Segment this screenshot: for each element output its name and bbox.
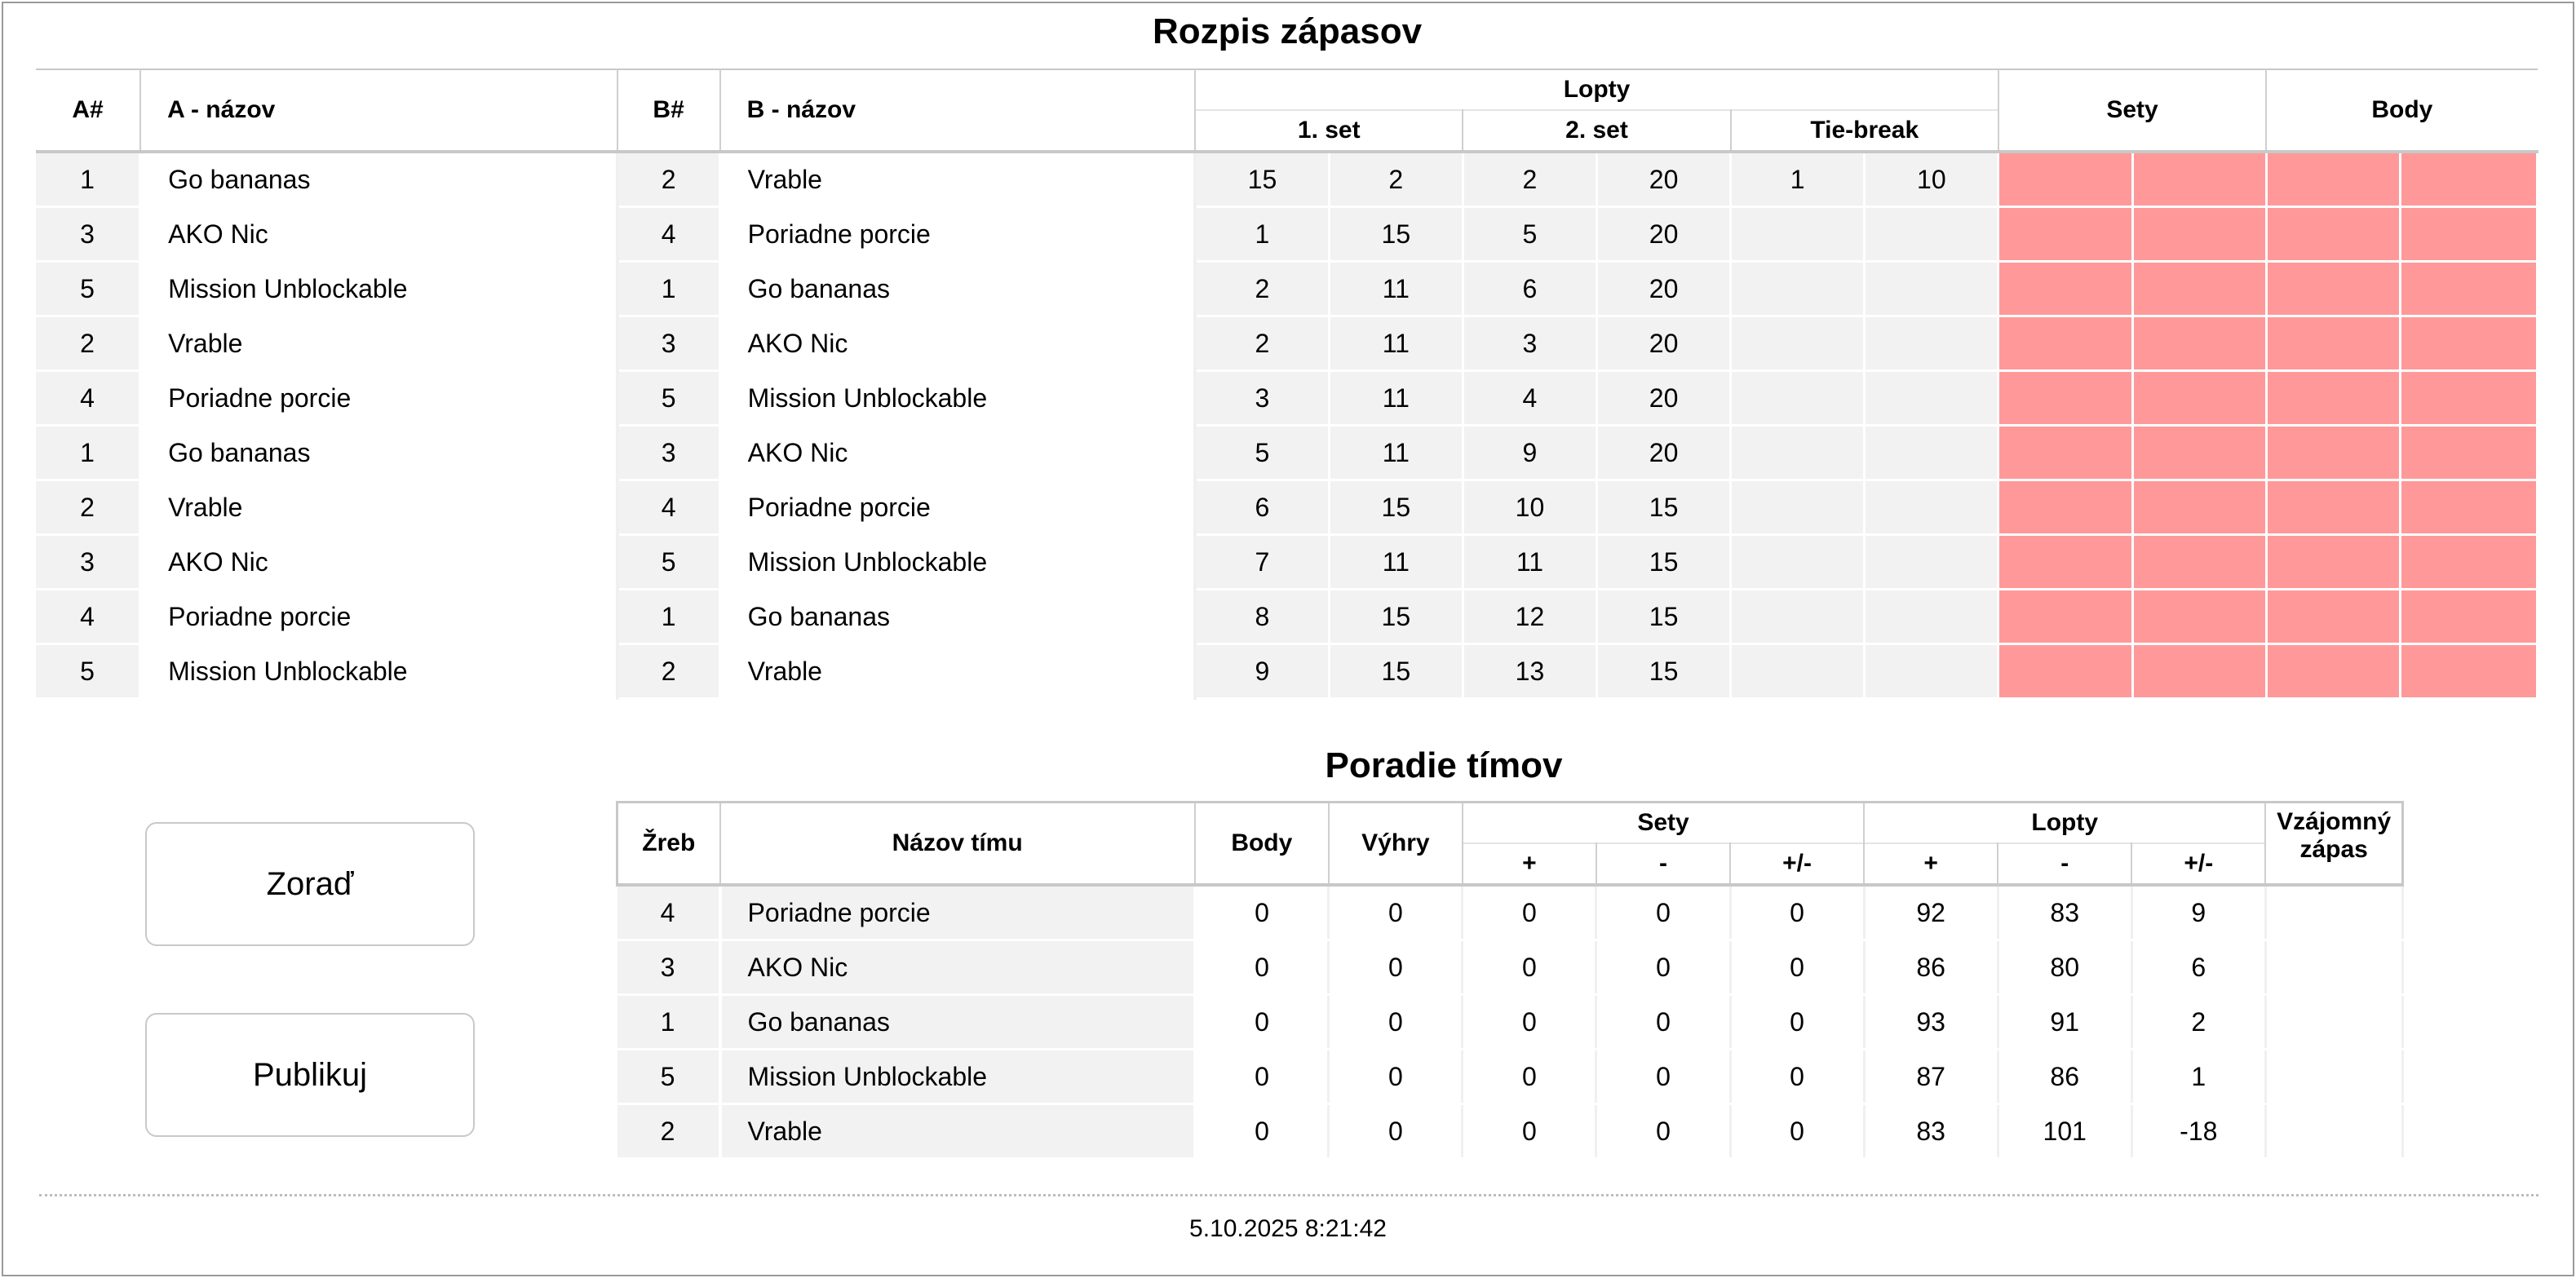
sets-plus-cell: 0 xyxy=(1463,885,1596,940)
sets-plus-cell: 0 xyxy=(1463,1050,1596,1104)
mutual-cell xyxy=(2265,885,2402,940)
points-b-cell xyxy=(2400,590,2537,644)
sets-a-cell xyxy=(1998,426,2132,480)
sets-diff-cell: 0 xyxy=(1730,995,1864,1050)
b-num-cell: 1 xyxy=(617,590,720,644)
points-a-cell xyxy=(2266,644,2400,699)
a-num-cell: 2 xyxy=(36,480,140,535)
sort-button[interactable]: Zoraď xyxy=(145,822,475,946)
a-name-cell: Go bananas xyxy=(140,152,617,207)
balls-diff-cell: 2 xyxy=(2131,995,2265,1050)
set1-a-input[interactable]: 6 xyxy=(1195,480,1329,535)
header-tiebreak: Tie-break xyxy=(1731,110,1998,152)
balls-diff-cell: 6 xyxy=(2131,940,2265,995)
header-sets-diff: +/- xyxy=(1730,843,1864,885)
b-num-cell: 1 xyxy=(617,262,720,316)
draw-cell: 5 xyxy=(617,1050,720,1104)
table-row xyxy=(36,371,2538,426)
mutual-cell xyxy=(2265,1050,2402,1104)
tiebreak-b-input[interactable] xyxy=(1865,535,1998,590)
draw-cell: 3 xyxy=(617,940,720,995)
tiebreak-a-input[interactable] xyxy=(1731,262,1865,316)
sets-plus-cell: 0 xyxy=(1463,1104,1596,1159)
points-cell: 0 xyxy=(1195,940,1329,995)
set1-a-input[interactable]: 2 xyxy=(1195,262,1329,316)
tiebreak-a-input[interactable] xyxy=(1731,535,1865,590)
sets-a-cell xyxy=(1998,207,2132,262)
sets-a-cell xyxy=(1998,371,2132,426)
table-row xyxy=(36,644,2538,699)
header-balls-minus: - xyxy=(1998,843,2131,885)
draw-cell: 2 xyxy=(617,1104,720,1159)
set2-b-input[interactable]: 15 xyxy=(1597,480,1731,535)
header-points: Body xyxy=(2266,69,2537,152)
sets-a-cell xyxy=(1998,480,2132,535)
points-cell: 0 xyxy=(1195,1050,1329,1104)
standings-table xyxy=(616,801,2404,1160)
tiebreak-a-input[interactable] xyxy=(1731,316,1865,371)
set1-b-input[interactable]: 11 xyxy=(1329,535,1463,590)
set1-b-input[interactable]: 11 xyxy=(1329,371,1463,426)
wins-cell: 0 xyxy=(1329,995,1463,1050)
a-num-cell: 3 xyxy=(36,535,140,590)
set2-a-input[interactable]: 2 xyxy=(1463,152,1596,207)
tiebreak-b-input[interactable] xyxy=(1865,371,1998,426)
balls-minus-cell: 80 xyxy=(1998,940,2131,995)
wins-cell: 0 xyxy=(1329,1104,1463,1159)
mutual-cell xyxy=(2265,995,2402,1050)
set2-a-input[interactable]: 4 xyxy=(1463,371,1596,426)
balls-minus-cell: 91 xyxy=(1998,995,2131,1050)
schedule-body xyxy=(36,152,2538,699)
sets-diff-cell: 0 xyxy=(1730,940,1864,995)
set2-b-input[interactable]: 20 xyxy=(1597,371,1731,426)
a-name-cell: Mission Unblockable xyxy=(140,262,617,316)
a-name-cell: AKO Nic xyxy=(140,535,617,590)
points-cell: 0 xyxy=(1195,995,1329,1050)
sets-a-cell xyxy=(1998,590,2132,644)
header-b-name: B - názov xyxy=(720,69,1195,152)
tiebreak-b-input[interactable] xyxy=(1865,207,1998,262)
sets-b-cell xyxy=(2132,480,2266,535)
set2-b-input[interactable]: 20 xyxy=(1597,426,1731,480)
header-team: Názov tímu xyxy=(720,803,1195,886)
mutual-cell xyxy=(2265,940,2402,995)
header-a-name: A - názov xyxy=(140,69,617,152)
set2-a-input[interactable]: 13 xyxy=(1463,644,1596,699)
header-balls-plus: + xyxy=(1864,843,1998,885)
set1-a-input[interactable]: 8 xyxy=(1195,590,1329,644)
table-row xyxy=(36,590,2538,644)
points-a-cell xyxy=(2266,480,2400,535)
sets-minus-cell: 0 xyxy=(1596,885,1730,940)
header-draw: Žreb xyxy=(617,803,720,886)
header-sets-plus: + xyxy=(1463,843,1596,885)
header-points: Body xyxy=(1195,803,1329,886)
a-num-cell: 4 xyxy=(36,371,140,426)
set2-b-input[interactable]: 20 xyxy=(1597,262,1731,316)
schedule-table xyxy=(36,69,2538,700)
b-num-cell: 2 xyxy=(617,152,720,207)
set1-a-input[interactable]: 5 xyxy=(1195,426,1329,480)
a-name-cell: Go bananas xyxy=(140,426,617,480)
team-name-cell: Go bananas xyxy=(720,995,1195,1050)
header-mutual-line1: Vzájomný xyxy=(2277,808,2392,835)
a-num-cell: 2 xyxy=(36,316,140,371)
sets-a-cell xyxy=(1998,262,2132,316)
header-sets: Sety xyxy=(1463,803,1864,844)
a-num-cell: 1 xyxy=(36,426,140,480)
b-num-cell: 5 xyxy=(617,371,720,426)
sets-a-cell xyxy=(1998,316,2132,371)
table-row xyxy=(36,262,2538,316)
b-num-cell: 5 xyxy=(617,535,720,590)
sets-diff-cell: 0 xyxy=(1730,1050,1864,1104)
sets-b-cell xyxy=(2132,535,2266,590)
b-num-cell: 2 xyxy=(617,644,720,699)
set1-a-input[interactable]: 1 xyxy=(1195,207,1329,262)
set2-a-input[interactable]: 11 xyxy=(1463,535,1596,590)
set1-a-input[interactable]: 3 xyxy=(1195,371,1329,426)
b-name-cell: Go bananas xyxy=(720,262,1195,316)
tiebreak-b-input[interactable] xyxy=(1865,590,1998,644)
sets-a-cell xyxy=(1998,152,2132,207)
table-row xyxy=(36,316,2538,371)
table-row xyxy=(36,152,2538,207)
header-set1: 1. set xyxy=(1195,110,1463,152)
team-name-cell: Mission Unblockable xyxy=(720,1050,1195,1104)
tiebreak-a-input[interactable] xyxy=(1731,207,1865,262)
set1-a-input[interactable]: 15 xyxy=(1195,152,1329,207)
wins-cell: 0 xyxy=(1329,1050,1463,1104)
header-sets: Sety xyxy=(1998,69,2266,152)
set1-a-input[interactable]: 7 xyxy=(1195,535,1329,590)
draw-cell: 1 xyxy=(617,995,720,1050)
sets-minus-cell: 0 xyxy=(1596,995,1730,1050)
sets-b-cell xyxy=(2132,207,2266,262)
set2-a-input[interactable]: 12 xyxy=(1463,590,1596,644)
sets-b-cell xyxy=(2132,371,2266,426)
b-num-cell: 4 xyxy=(617,207,720,262)
points-a-cell xyxy=(2266,535,2400,590)
tiebreak-b-input[interactable] xyxy=(1865,262,1998,316)
balls-plus-cell: 83 xyxy=(1864,1104,1998,1159)
b-name-cell: Mission Unblockable xyxy=(720,535,1195,590)
set2-b-input[interactable]: 20 xyxy=(1597,207,1731,262)
points-b-cell xyxy=(2400,644,2537,699)
b-name-cell: Vrable xyxy=(720,152,1195,207)
set1-b-input[interactable]: 15 xyxy=(1329,590,1463,644)
a-num-cell: 1 xyxy=(36,152,140,207)
b-num-cell: 3 xyxy=(617,316,720,371)
standings-body xyxy=(617,885,2403,1159)
set1-b-input[interactable]: 11 xyxy=(1329,426,1463,480)
points-cell: 0 xyxy=(1195,885,1329,940)
set2-b-input[interactable]: 20 xyxy=(1597,316,1731,371)
points-a-cell xyxy=(2266,207,2400,262)
team-name-cell: AKO Nic xyxy=(720,940,1195,995)
tiebreak-b-input[interactable] xyxy=(1865,644,1998,699)
a-num-cell: 5 xyxy=(36,262,140,316)
b-num-cell: 3 xyxy=(617,426,720,480)
points-a-cell xyxy=(2266,316,2400,371)
header-mutual-line2: zápas xyxy=(2299,836,2368,863)
mutual-cell xyxy=(2265,1104,2402,1159)
publish-button[interactable]: Publikuj xyxy=(145,1013,475,1137)
set1-b-input[interactable]: 15 xyxy=(1329,207,1463,262)
tiebreak-a-input[interactable] xyxy=(1731,644,1865,699)
a-name-cell: Poriadne porcie xyxy=(140,590,617,644)
sets-b-cell xyxy=(2132,590,2266,644)
balls-plus-cell: 93 xyxy=(1864,995,1998,1050)
team-name-cell: Poriadne porcie xyxy=(720,885,1195,940)
tiebreak-a-input[interactable] xyxy=(1731,480,1865,535)
sets-b-cell xyxy=(2132,316,2266,371)
set1-b-input[interactable]: 11 xyxy=(1329,316,1463,371)
timestamp: 5.10.2025 8:21:42 xyxy=(1189,1215,1387,1242)
wins-cell: 0 xyxy=(1329,940,1463,995)
set2-b-input[interactable]: 15 xyxy=(1597,535,1731,590)
points-a-cell xyxy=(2266,371,2400,426)
balls-plus-cell: 87 xyxy=(1864,1050,1998,1104)
table-row xyxy=(36,535,2538,590)
table-row xyxy=(36,480,2538,535)
wins-cell: 0 xyxy=(1329,885,1463,940)
b-name-cell: Go bananas xyxy=(720,590,1195,644)
sets-diff-cell: 0 xyxy=(1730,1104,1864,1159)
balls-diff-cell: -18 xyxy=(2131,1104,2265,1159)
sets-plus-cell: 0 xyxy=(1463,995,1596,1050)
b-name-cell: Poriadne porcie xyxy=(720,207,1195,262)
tiebreak-b-input[interactable]: 10 xyxy=(1865,152,1998,207)
footer-divider xyxy=(39,1194,2538,1196)
points-b-cell xyxy=(2400,535,2537,590)
sets-minus-cell: 0 xyxy=(1596,1050,1730,1104)
tiebreak-a-input[interactable] xyxy=(1731,590,1865,644)
set1-a-input[interactable]: 9 xyxy=(1195,644,1329,699)
sets-plus-cell: 0 xyxy=(1463,940,1596,995)
sets-b-cell xyxy=(2132,262,2266,316)
b-num-cell: 4 xyxy=(617,480,720,535)
balls-minus-cell: 83 xyxy=(1998,885,2131,940)
balls-diff-cell: 9 xyxy=(2131,885,2265,940)
a-name-cell: Mission Unblockable xyxy=(140,644,617,699)
tiebreak-b-input[interactable] xyxy=(1865,426,1998,480)
tiebreak-a-input[interactable] xyxy=(1731,426,1865,480)
set2-b-input[interactable]: 15 xyxy=(1597,590,1731,644)
points-b-cell xyxy=(2400,262,2537,316)
sets-a-cell xyxy=(1998,644,2132,699)
a-name-cell: AKO Nic xyxy=(140,207,617,262)
header-a-num: A# xyxy=(36,69,140,152)
sets-b-cell xyxy=(2132,426,2266,480)
tiebreak-b-input[interactable] xyxy=(1865,480,1998,535)
balls-minus-cell: 101 xyxy=(1998,1104,2131,1159)
sets-b-cell xyxy=(2132,644,2266,699)
points-a-cell xyxy=(2266,262,2400,316)
team-name-cell: Vrable xyxy=(720,1104,1195,1159)
a-num-cell: 3 xyxy=(36,207,140,262)
set2-b-input[interactable]: 20 xyxy=(1597,152,1731,207)
set1-b-input[interactable]: 15 xyxy=(1329,480,1463,535)
header-balls: Lopty xyxy=(1195,69,1998,110)
draw-cell: 4 xyxy=(617,885,720,940)
tiebreak-a-input[interactable] xyxy=(1731,371,1865,426)
set1-b-input[interactable]: 2 xyxy=(1329,152,1463,207)
points-b-cell xyxy=(2400,480,2537,535)
set1-a-input[interactable]: 2 xyxy=(1195,316,1329,371)
sets-minus-cell: 0 xyxy=(1596,1104,1730,1159)
a-name-cell: Vrable xyxy=(140,480,617,535)
a-num-cell: 5 xyxy=(36,644,140,699)
points-b-cell xyxy=(2400,207,2537,262)
schedule-title: Rozpis zápasov xyxy=(1152,11,1423,51)
b-name-cell: AKO Nic xyxy=(720,426,1195,480)
a-name-cell: Vrable xyxy=(140,316,617,371)
table-row xyxy=(617,995,2403,1050)
header-balls-diff: +/- xyxy=(2131,843,2265,885)
set1-b-input[interactable]: 11 xyxy=(1329,262,1463,316)
standings-title: Poradie tímov xyxy=(1325,745,1563,785)
table-row xyxy=(617,1104,2403,1159)
tiebreak-b-input[interactable] xyxy=(1865,316,1998,371)
table-row xyxy=(36,207,2538,262)
sets-minus-cell: 0 xyxy=(1596,940,1730,995)
header-wins: Výhry xyxy=(1329,803,1463,886)
balls-minus-cell: 86 xyxy=(1998,1050,2131,1104)
sets-diff-cell: 0 xyxy=(1730,885,1864,940)
points-a-cell xyxy=(2266,590,2400,644)
table-row xyxy=(617,940,2403,995)
sets-b-cell xyxy=(2132,152,2266,207)
points-b-cell xyxy=(2400,426,2537,480)
b-name-cell: AKO Nic xyxy=(720,316,1195,371)
header-balls: Lopty xyxy=(1864,803,2265,844)
sets-a-cell xyxy=(1998,535,2132,590)
header-set2: 2. set xyxy=(1463,110,1730,152)
set2-a-input[interactable]: 6 xyxy=(1463,262,1596,316)
points-cell: 0 xyxy=(1195,1104,1329,1159)
tiebreak-a-input[interactable]: 1 xyxy=(1731,152,1865,207)
set2-b-input[interactable]: 15 xyxy=(1597,644,1731,699)
b-name-cell: Vrable xyxy=(720,644,1195,699)
header-sets-minus: - xyxy=(1596,843,1730,885)
set2-a-input[interactable]: 10 xyxy=(1463,480,1596,535)
table-row xyxy=(617,885,2403,940)
b-name-cell: Mission Unblockable xyxy=(720,371,1195,426)
set2-a-input[interactable]: 3 xyxy=(1463,316,1596,371)
points-b-cell xyxy=(2400,371,2537,426)
points-b-cell xyxy=(2400,152,2537,207)
points-a-cell xyxy=(2266,152,2400,207)
a-num-cell: 4 xyxy=(36,590,140,644)
set2-a-input[interactable]: 5 xyxy=(1463,207,1596,262)
header-mutual xyxy=(2265,803,2402,886)
set2-a-input[interactable]: 9 xyxy=(1463,426,1596,480)
table-row xyxy=(36,426,2538,480)
table-row xyxy=(617,1050,2403,1104)
balls-plus-cell: 92 xyxy=(1864,885,1998,940)
b-name-cell: Poriadne porcie xyxy=(720,480,1195,535)
balls-plus-cell: 86 xyxy=(1864,940,1998,995)
points-b-cell xyxy=(2400,316,2537,371)
header-b-num: B# xyxy=(617,69,720,152)
set1-b-input[interactable]: 15 xyxy=(1329,644,1463,699)
points-a-cell xyxy=(2266,426,2400,480)
balls-diff-cell: 1 xyxy=(2131,1050,2265,1104)
a-name-cell: Poriadne porcie xyxy=(140,371,617,426)
